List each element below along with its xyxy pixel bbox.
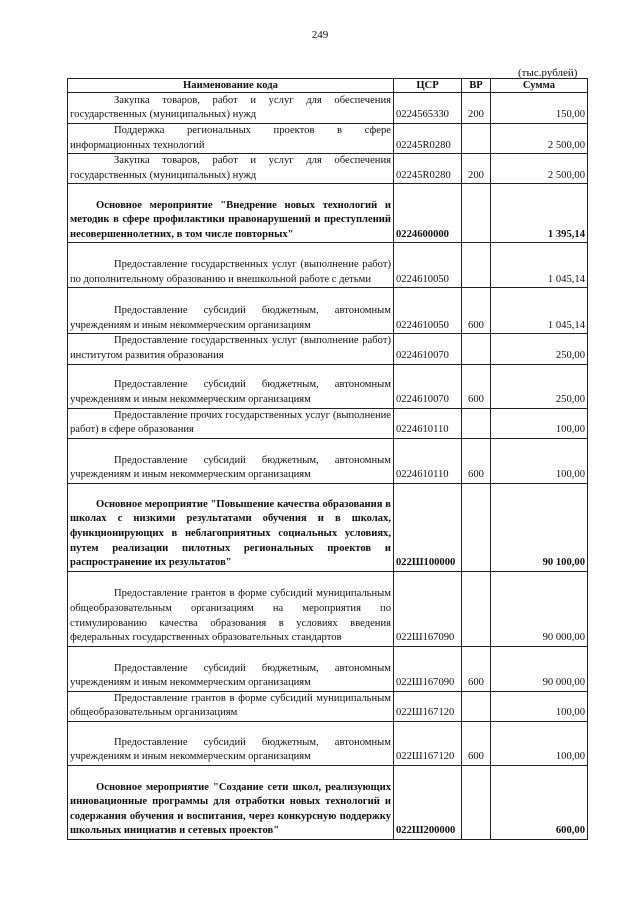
row-vr	[462, 765, 491, 839]
table-row	[68, 765, 588, 839]
row-vr	[462, 334, 491, 364]
row-sum: 250,00	[491, 364, 588, 408]
row-name: Основное мероприятие "Повышение качества образования в школах с низкими результатами обучения и в школах, функционирующих в неблагоприятных социальных условиях, путем реализации пилотных региональных проектов и распространение их результатов"	[68, 483, 394, 571]
row-name: Предоставление грантов в форме субсидий муниципальным общеобразовательным организациям	[68, 691, 394, 721]
row-vr: 200	[462, 154, 491, 184]
table-row	[68, 646, 588, 691]
table-row	[68, 124, 588, 154]
header-csr: ЦСР	[394, 79, 462, 93]
table-row	[68, 154, 588, 184]
header-vr: ВР	[462, 79, 491, 93]
row-csr: 0224610110	[394, 408, 462, 438]
row-sum: 100,00	[491, 438, 588, 483]
table-row	[68, 243, 588, 288]
row-name: Предоставление грантов в форме субсидий муниципальным общеобразовательным организациям на мероприятия по стимулированию качества образования в условиях введения федеральных государственных образовательных стандартов	[68, 571, 394, 646]
row-name: Предоставление государственных услуг (выполнение работ) институтом развития образования	[68, 334, 394, 364]
row-sum: 1 395,14	[491, 184, 588, 243]
row-sum: 100,00	[491, 408, 588, 438]
table-body	[68, 93, 588, 840]
row-name: Предоставление субсидий бюджетным, автономным учреждениям и иным некоммерческим организациям	[68, 721, 394, 765]
row-vr: 600	[462, 438, 491, 483]
row-csr: 022Ш100000	[394, 483, 462, 571]
table-row	[68, 408, 588, 438]
row-sum: 250,00	[491, 334, 588, 364]
row-sum: 90 000,00	[491, 571, 588, 646]
row-csr: 0224610070	[394, 364, 462, 408]
row-sum: 1 045,14	[491, 243, 588, 288]
row-vr	[462, 184, 491, 243]
row-sum: 90 000,00	[491, 646, 588, 691]
row-csr: 022Ш167090	[394, 571, 462, 646]
row-vr	[462, 243, 491, 288]
page-number: 249	[311, 29, 329, 41]
row-vr: 600	[462, 288, 491, 334]
row-csr: 0224600000	[394, 184, 462, 243]
table-header-row	[68, 79, 588, 93]
row-csr: 02245R0280	[394, 154, 462, 184]
row-csr: 022Ш167090	[394, 646, 462, 691]
row-vr: 600	[462, 646, 491, 691]
table-row	[68, 483, 588, 571]
row-sum: 90 100,00	[491, 483, 588, 571]
row-vr	[462, 408, 491, 438]
table-row	[68, 184, 588, 243]
row-vr: 600	[462, 721, 491, 765]
row-name: Закупка товаров, работ и услуг для обеспечения государственных (муниципальных) нужд	[68, 154, 394, 184]
table-row	[68, 334, 588, 364]
row-name: Предоставление прочих государственных услуг (выполнение работ) в сфере образования	[68, 408, 394, 438]
units-label: (тыс.рублей)	[518, 67, 578, 79]
header-name: Наименование кода	[68, 79, 394, 93]
table-row	[68, 364, 588, 408]
row-sum: 2 500,00	[491, 124, 588, 154]
row-sum: 2 500,00	[491, 154, 588, 184]
table-row	[68, 691, 588, 721]
row-name: Поддержка региональных проектов в сфере информационных технологий	[68, 124, 394, 154]
row-vr	[462, 691, 491, 721]
row-sum: 100,00	[491, 691, 588, 721]
row-name: Основное мероприятие "Внедрение новых технологий и методик в сфере профилактики правонарушений и преступлений несовершеннолетних, в том числе повторных"	[68, 184, 394, 243]
table-row	[68, 93, 588, 124]
row-name: Предоставление субсидий бюджетным, автономным учреждениям и иным некоммерческим организациям	[68, 438, 394, 483]
row-csr: 02245R0280	[394, 124, 462, 154]
row-vr	[462, 571, 491, 646]
row-csr: 0224610050	[394, 288, 462, 334]
row-sum: 150,00	[491, 93, 588, 124]
row-sum: 1 045,14	[491, 288, 588, 334]
row-name: Предоставление субсидий бюджетным, автономным учреждениям и иным некоммерческим организациям	[68, 288, 394, 334]
row-csr: 022Ш167120	[394, 721, 462, 765]
header-sum: Сумма	[491, 79, 588, 93]
row-name: Закупка товаров, работ и услуг для обеспечения государственных (муниципальных) нужд	[68, 93, 394, 124]
row-vr	[462, 124, 491, 154]
row-csr: 0224610110	[394, 438, 462, 483]
row-name: Предоставление государственных услуг (выполнение работ) по дополнительному образованию и внешкольной работе с детьми	[68, 243, 394, 288]
row-sum: 100,00	[491, 721, 588, 765]
row-csr: 022Ш200000	[394, 765, 462, 839]
row-vr	[462, 483, 491, 571]
row-name: Основное мероприятие "Создание сети школ, реализующих инновационные программы для отработки новых технологий и содержания обучения и воспитания, через конкурсную поддержку школьных инициатив и сетевых проектов"	[68, 765, 394, 839]
budget-table	[67, 78, 588, 840]
row-csr: 0224610070	[394, 334, 462, 364]
row-vr: 200	[462, 93, 491, 124]
row-name: Предоставление субсидий бюджетным, автономным учреждениям и иным некоммерческим организациям	[68, 646, 394, 691]
table-row	[68, 721, 588, 765]
row-csr: 022Ш167120	[394, 691, 462, 721]
row-csr: 0224610050	[394, 243, 462, 288]
table-row	[68, 438, 588, 483]
row-name: Предоставление субсидий бюджетным, автономным учреждениям и иным некоммерческим организациям	[68, 364, 394, 408]
table-row	[68, 571, 588, 646]
row-csr: 0224565330	[394, 93, 462, 124]
table-row	[68, 288, 588, 334]
row-sum: 600,00	[491, 765, 588, 839]
row-vr: 600	[462, 364, 491, 408]
